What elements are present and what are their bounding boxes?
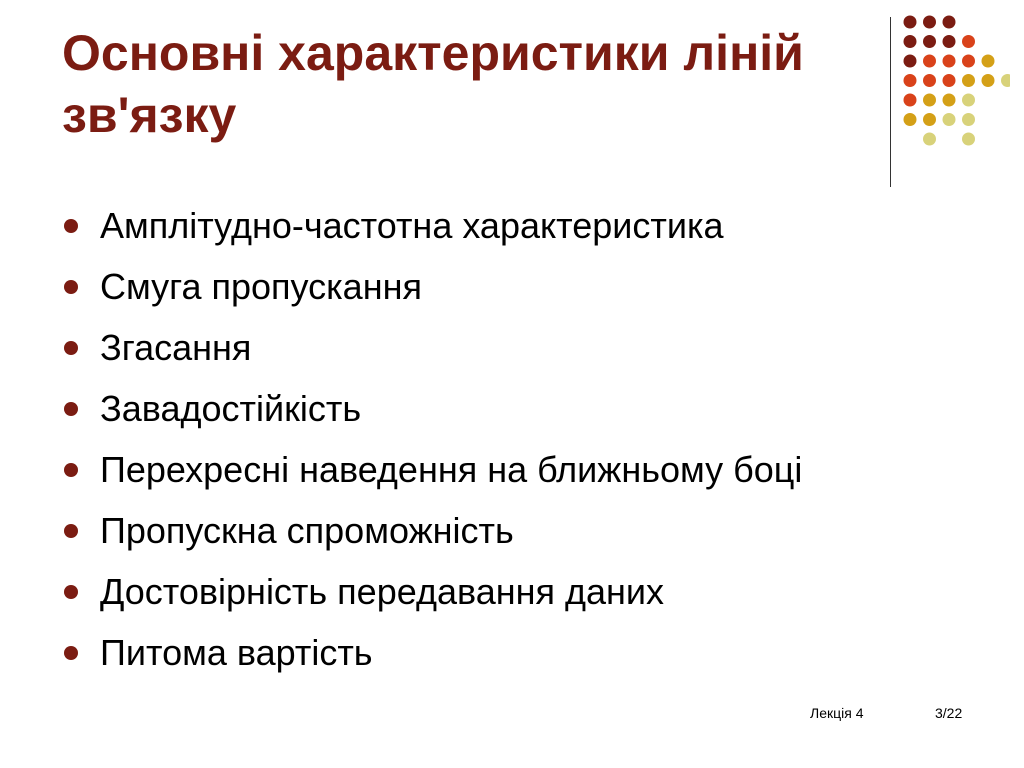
decor-dot — [943, 16, 956, 29]
decor-dot — [923, 113, 936, 126]
bullet-dot-icon — [64, 646, 78, 660]
decor-dot — [982, 55, 995, 68]
bullet-text: Питома вартість — [100, 632, 373, 673]
bullet-item — [62, 622, 802, 683]
decor-dot — [923, 94, 936, 107]
decor-dot — [962, 94, 975, 107]
decor-dot — [904, 35, 917, 48]
decor-dot — [982, 74, 995, 87]
bullet-item — [62, 378, 802, 439]
dot-grid-graphic — [900, 10, 1010, 170]
bullet-dot-icon — [64, 341, 78, 355]
decor-dot — [1001, 74, 1010, 87]
decorative-dot-grid — [900, 10, 1010, 170]
bullet-dot-icon — [64, 402, 78, 416]
bullet-dot-icon — [64, 585, 78, 599]
decorative-divider-line — [890, 17, 891, 187]
bullet-text: Згасання — [100, 327, 252, 368]
bullet-item — [62, 561, 802, 622]
decor-dot — [923, 133, 936, 146]
slide-title-line-1: Основні характеристики ліній — [62, 25, 804, 81]
decor-dot — [904, 16, 917, 29]
bullet-dot-icon — [64, 219, 78, 233]
bullet-text: Пропускна спроможність — [100, 510, 514, 551]
bullet-list — [62, 195, 802, 683]
decor-dot — [962, 55, 975, 68]
footer-page-number: 3/22 — [935, 705, 963, 721]
bullet-text: Перехресні наведення на ближньому боці — [100, 449, 803, 490]
bullet-dot-icon — [64, 524, 78, 538]
decor-dot — [943, 74, 956, 87]
decor-dot — [943, 94, 956, 107]
decor-dot — [923, 74, 936, 87]
bullet-text: Достовірність передавання даних — [100, 571, 664, 612]
decor-dot — [904, 94, 917, 107]
decor-dot — [962, 113, 975, 126]
decor-dot — [904, 113, 917, 126]
decor-dot — [904, 74, 917, 87]
bullet-item — [62, 195, 802, 256]
bullet-dot-icon — [64, 280, 78, 294]
decor-dot — [923, 35, 936, 48]
decor-dot — [962, 133, 975, 146]
decor-dot — [943, 113, 956, 126]
bullet-item — [62, 317, 802, 378]
bullet-text: Завадостійкість — [100, 388, 362, 429]
bullet-text: Смуга пропускання — [100, 266, 422, 307]
decor-dot — [943, 55, 956, 68]
bullet-item — [62, 500, 802, 561]
decor-dot — [962, 35, 975, 48]
bullet-dot-icon — [64, 463, 78, 477]
bullet-item — [62, 256, 802, 317]
decor-dot — [962, 74, 975, 87]
footer-lecture-label: Лекція 4 — [810, 705, 864, 721]
decor-dot — [943, 35, 956, 48]
slide-title — [62, 22, 882, 146]
decor-dot — [904, 55, 917, 68]
bullet-text: Амплітудно-частотна характеристика — [100, 205, 724, 246]
decor-dot — [923, 16, 936, 29]
bullet-item — [62, 439, 802, 500]
decor-dot — [923, 55, 936, 68]
slide-title-line-2: зв'язку — [62, 87, 237, 143]
